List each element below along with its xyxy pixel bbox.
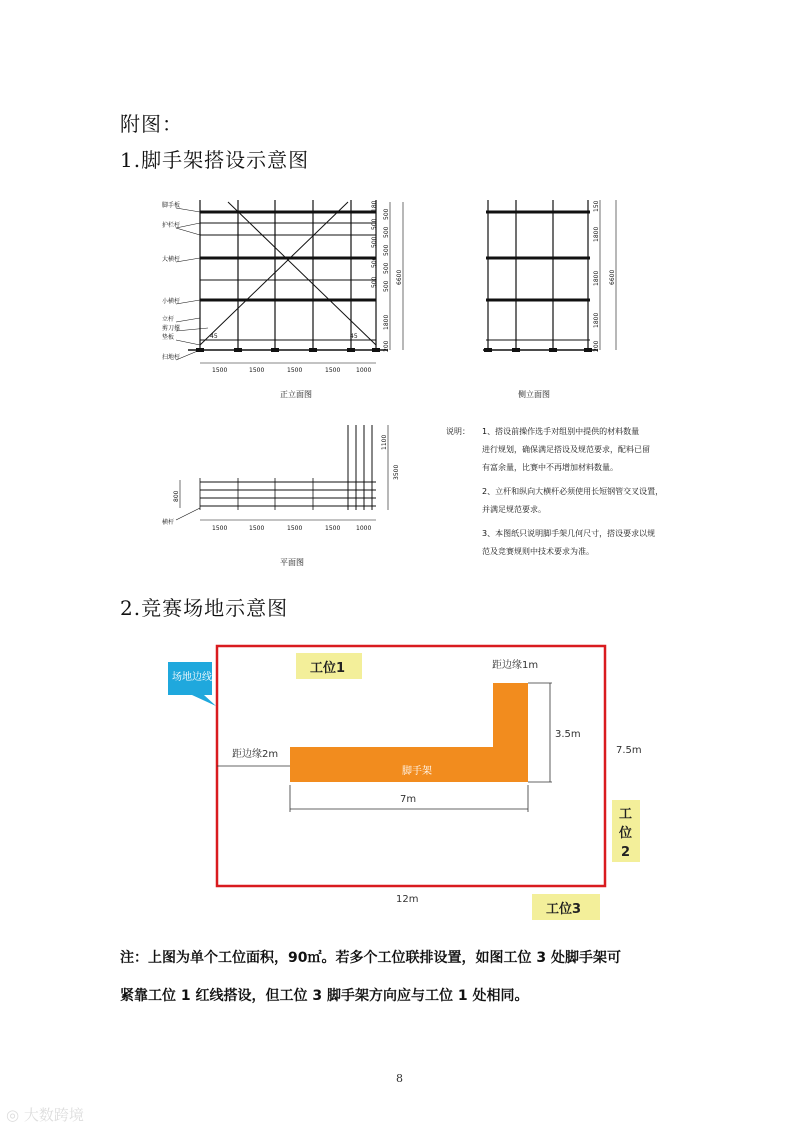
label-cross-brace: 剪刀撑 bbox=[162, 325, 181, 332]
front-caption: 正立面图 bbox=[280, 390, 312, 399]
note-line-2: 紧靠工位 1 红线搭设，但工位 3 脚手架方向应与工位 1 处相同。 bbox=[120, 988, 529, 1004]
plan-dim-3: 1500 bbox=[287, 525, 303, 532]
notes-line-6: 3、本图纸只说明脚手架几何尺寸，搭设要求以规 bbox=[482, 529, 656, 538]
note-line-1: 注：上图为单个工位面积，90㎡。若多个工位联排设置，如图工位 3 处脚手架可 bbox=[120, 950, 621, 966]
plan-dim-5: 1000 bbox=[356, 525, 372, 532]
station-3-label: 工位3 bbox=[546, 902, 582, 917]
notes-label: 说明： bbox=[446, 427, 470, 436]
plan-dim-1: 1500 bbox=[212, 525, 228, 532]
side-dim-4: 1800 bbox=[593, 312, 600, 328]
total-height-label: 7.5m bbox=[616, 745, 642, 756]
watermark-text: 大数跨境 bbox=[23, 1106, 84, 1124]
appendix-heading: 附图： bbox=[120, 112, 183, 136]
watermark bbox=[6, 1104, 84, 1125]
front-sdim-2: 500 bbox=[371, 218, 378, 230]
dist-top-label: 距边缘1m bbox=[492, 660, 539, 671]
plan-left-dim: 800 bbox=[173, 490, 180, 502]
page-number: 8 bbox=[396, 1072, 403, 1085]
plan-rdim-1: 1100 bbox=[381, 434, 388, 450]
front-dim-3: 1500 bbox=[287, 367, 303, 374]
label-small-ledger: 小横杆 bbox=[162, 298, 181, 305]
notes-line-4: 2、立杆和纵向大横杆必须使用长短钢管交叉设置， bbox=[482, 487, 664, 496]
front-dim-2: 1500 bbox=[249, 367, 265, 374]
label-scaffold-board: 脚手板 bbox=[162, 202, 181, 209]
front-elevation-drawing bbox=[158, 190, 418, 405]
front-rdim-5: 500 bbox=[383, 280, 390, 292]
front-dim-5: 1000 bbox=[356, 367, 372, 374]
plan-dim-2: 1500 bbox=[249, 525, 265, 532]
scaffold-label: 脚手架 bbox=[402, 766, 432, 777]
edge-callout bbox=[168, 662, 216, 706]
dist-left-label: 距边缘2m bbox=[232, 749, 279, 760]
edge-callout-label: 场地边线 bbox=[172, 672, 212, 683]
side-caption: 侧立面图 bbox=[518, 390, 550, 399]
front-sdim-4: 500 bbox=[371, 256, 378, 268]
front-rdim-2: 500 bbox=[383, 226, 390, 238]
notes-line-5: 并满足规范要求。 bbox=[482, 505, 546, 514]
site-diagram bbox=[160, 640, 650, 925]
notes-line-1: 1、搭设前操作选手对组别中提供的材料数量 bbox=[482, 427, 640, 436]
side-dim-2: 1800 bbox=[593, 226, 600, 242]
plan-dim-4: 1500 bbox=[325, 525, 341, 532]
label-sweep-rod: 扫地杆 bbox=[162, 354, 181, 361]
total-width-label: 12m bbox=[396, 894, 419, 905]
station-2-char-1: 工 bbox=[619, 807, 633, 822]
angle-right: 45 bbox=[350, 333, 358, 340]
front-sdim-1: 180 bbox=[371, 200, 378, 212]
side-dim-5: 200 bbox=[593, 340, 600, 352]
plan-caption: 平面图 bbox=[280, 558, 304, 567]
front-rdim-7: 200 bbox=[383, 340, 390, 352]
station-2-char-2: 位 bbox=[619, 826, 633, 841]
drawing-notes bbox=[446, 420, 716, 570]
angle-left: 45 bbox=[210, 333, 218, 340]
watermark-logo-icon: ◎ bbox=[6, 1106, 20, 1124]
width-dim-label: 7m bbox=[400, 794, 417, 805]
front-total: 6600 bbox=[396, 269, 403, 285]
section-2-title: 2.竞赛场地示意图 bbox=[120, 596, 289, 620]
label-main-ledger: 大横杆 bbox=[162, 256, 181, 263]
height-dim-label: 3.5m bbox=[555, 729, 581, 740]
front-sdim-3: 500 bbox=[371, 236, 378, 248]
notes-line-3: 有富余量，比赛中不再增加材料数量。 bbox=[482, 463, 618, 472]
front-dim-4: 1500 bbox=[325, 367, 341, 374]
side-elevation-drawing bbox=[478, 190, 628, 405]
station-2-char-3: 2 bbox=[621, 845, 631, 860]
label-standard: 立杆 bbox=[162, 316, 175, 323]
label-base-plate: 垫板 bbox=[162, 334, 175, 341]
station-1-label: 工位1 bbox=[310, 661, 346, 676]
side-dim-3: 1800 bbox=[593, 270, 600, 286]
side-dim-1: 150 bbox=[593, 200, 600, 212]
front-rdim-1: 500 bbox=[383, 208, 390, 220]
section-1-title: 1.脚手架搭设示意图 bbox=[120, 148, 310, 172]
side-total: 6600 bbox=[609, 269, 616, 285]
front-rdim-6: 1800 bbox=[383, 314, 390, 330]
front-rdim-4: 500 bbox=[383, 262, 390, 274]
notes-line-2: 进行规划，确保满足搭设及规范要求，配料已留 bbox=[482, 445, 650, 454]
front-rdim-3: 500 bbox=[383, 244, 390, 256]
label-guard-rail: 护栏杆 bbox=[162, 222, 181, 229]
plan-label: 横杆 bbox=[162, 519, 175, 526]
front-sdim-5: 500 bbox=[371, 276, 378, 288]
notes-line-7: 范及竞赛规则中技术要求为准。 bbox=[482, 547, 594, 556]
front-dim-1: 1500 bbox=[212, 367, 228, 374]
plan-drawing bbox=[158, 420, 418, 580]
plan-rdim-2: 3500 bbox=[393, 464, 400, 480]
